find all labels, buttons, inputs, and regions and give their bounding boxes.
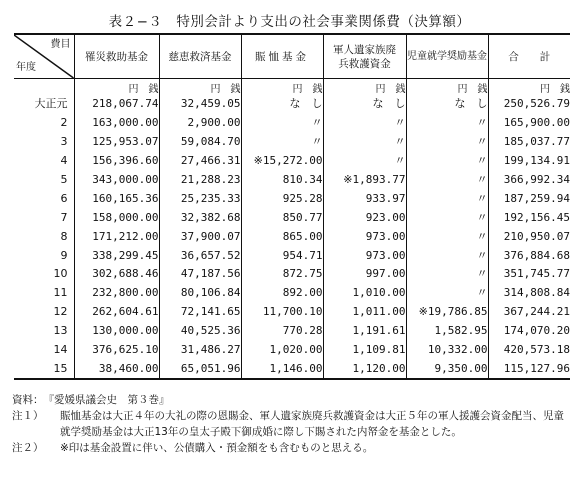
cell-school-encouragement: 〃 bbox=[406, 227, 488, 246]
cell-year: 大正元 bbox=[34, 97, 68, 111]
cell-relief-fund: 1,020.00 bbox=[241, 341, 323, 360]
cell-charity-relief: 65,051.96 bbox=[159, 359, 241, 379]
corner-header bbox=[14, 34, 74, 79]
cell-total: 115,127.96 bbox=[488, 359, 570, 379]
col-header-school-encouragement: 児童就学奨励基金 bbox=[406, 34, 488, 79]
cell-year: 3 bbox=[60, 135, 68, 149]
notes-section bbox=[12, 392, 572, 456]
cell-relief-fund: 〃 bbox=[241, 114, 323, 133]
cell-charity-relief: 31,486.27 bbox=[159, 341, 241, 360]
cell-disaster-relief: 158,000.00 bbox=[74, 208, 159, 227]
cell-school-encouragement: 〃 bbox=[406, 133, 488, 152]
cell-charity-relief: 27,466.31 bbox=[159, 152, 241, 171]
cell-relief-fund: 〃 bbox=[241, 133, 323, 152]
col-header-charity-relief: 慈恵救済基金 bbox=[159, 34, 241, 79]
units-year bbox=[14, 79, 74, 96]
cell-charity-relief: 2,900.00 bbox=[159, 114, 241, 133]
cell-charity-relief: 36,657.52 bbox=[159, 246, 241, 265]
cell-charity-relief: 32,382.68 bbox=[159, 208, 241, 227]
source-note bbox=[12, 392, 572, 408]
cell-military-family: 1,011.00 bbox=[323, 303, 406, 322]
table-row bbox=[14, 303, 570, 322]
cell-relief-fund: 892.00 bbox=[241, 284, 323, 303]
source-label: 資料： bbox=[12, 394, 44, 406]
cell-total: 376,884.68 bbox=[488, 246, 570, 265]
table-body bbox=[14, 79, 570, 380]
cell-relief-fund: 11,700.10 bbox=[241, 303, 323, 322]
cell-relief-fund: な し bbox=[241, 95, 323, 114]
cell-disaster-relief: 163,000.00 bbox=[74, 114, 159, 133]
table-row bbox=[14, 95, 570, 114]
cell-year: 10 bbox=[53, 267, 68, 281]
cell-disaster-relief: 262,604.61 bbox=[74, 303, 159, 322]
cell-disaster-relief: 130,000.00 bbox=[74, 322, 159, 341]
cell-charity-relief: 25,235.33 bbox=[159, 189, 241, 208]
table-row bbox=[14, 208, 570, 227]
cell-disaster-relief: 343,000.00 bbox=[74, 171, 159, 190]
cell-disaster-relief: 232,800.00 bbox=[74, 284, 159, 303]
cell-military-family: 973.00 bbox=[323, 227, 406, 246]
col-header-military-family: 軍人遺家族廃兵救護資金 bbox=[323, 34, 406, 79]
unit-label: 円 銭 bbox=[488, 79, 570, 96]
cell-military-family: 〃 bbox=[323, 133, 406, 152]
cell-military-family: 1,010.00 bbox=[323, 284, 406, 303]
cell-military-family: ※1,893.77 bbox=[323, 171, 406, 190]
cell-charity-relief: 40,525.36 bbox=[159, 322, 241, 341]
cell-school-encouragement: 〃 bbox=[406, 189, 488, 208]
cell-year: 11 bbox=[53, 286, 68, 300]
cell-school-encouragement: 〃 bbox=[406, 171, 488, 190]
table-row bbox=[14, 265, 570, 284]
cell-relief-fund: 865.00 bbox=[241, 227, 323, 246]
cell-charity-relief: 47,187.56 bbox=[159, 265, 241, 284]
source-text: 『愛媛県議会史 第３巻』 bbox=[43, 394, 170, 406]
cell-total: 210,950.07 bbox=[488, 227, 570, 246]
cell-charity-relief: 37,900.07 bbox=[159, 227, 241, 246]
cell-disaster-relief: 302,688.46 bbox=[74, 265, 159, 284]
cell-school-encouragement: 〃 bbox=[406, 246, 488, 265]
cell-military-family: 1,120.00 bbox=[323, 359, 406, 379]
cell-relief-fund: 925.28 bbox=[241, 189, 323, 208]
cell-school-encouragement: 〃 bbox=[406, 284, 488, 303]
col-header-disaster-relief: 罹災救助基金 bbox=[74, 34, 159, 79]
cell-disaster-relief: 156,396.60 bbox=[74, 152, 159, 171]
cell-year: 6 bbox=[60, 191, 68, 205]
note-1-label: 注１） bbox=[12, 410, 44, 422]
cell-relief-fund: 850.77 bbox=[241, 208, 323, 227]
cell-military-family: 1,109.81 bbox=[323, 341, 406, 360]
cell-disaster-relief: 38,460.00 bbox=[74, 359, 159, 379]
table-row bbox=[14, 171, 570, 190]
cell-relief-fund: 872.75 bbox=[241, 265, 323, 284]
header-row bbox=[14, 34, 570, 79]
cell-year: 12 bbox=[53, 305, 68, 319]
cell-relief-fund: 1,146.00 bbox=[241, 359, 323, 379]
unit-label: 円 銭 bbox=[159, 79, 241, 96]
table-row bbox=[14, 341, 570, 360]
cell-total: 314,808.84 bbox=[488, 284, 570, 303]
cell-school-encouragement: 〃 bbox=[406, 114, 488, 133]
unit-label: 円 銭 bbox=[323, 79, 406, 96]
cell-charity-relief: 72,141.65 bbox=[159, 303, 241, 322]
corner-year-label: 年度 bbox=[16, 62, 36, 73]
cell-school-encouragement: ※19,786.85 bbox=[406, 303, 488, 322]
cell-school-encouragement: 10,332.00 bbox=[406, 341, 488, 360]
cell-total: 165,900.00 bbox=[488, 114, 570, 133]
cell-school-encouragement: 1,582.95 bbox=[406, 322, 488, 341]
table-row bbox=[14, 246, 570, 265]
note-1 bbox=[12, 408, 572, 440]
cell-school-encouragement: 〃 bbox=[406, 265, 488, 284]
cell-military-family: 〃 bbox=[323, 152, 406, 171]
cell-total: 367,244.21 bbox=[488, 303, 570, 322]
cell-school-encouragement: 〃 bbox=[406, 208, 488, 227]
note-1-text: 賑恤基金は大正４年の大礼の際の恩賜金、軍人遺家族廃兵救護資金は大正５年の軍人援護会資金配当、児童就学奨励基金は大正13年の皇太子殿下御成婚に際し下賜された内帑金を基金とした。 bbox=[60, 410, 564, 438]
cell-charity-relief: 59,084.70 bbox=[159, 133, 241, 152]
cell-relief-fund: ※15,272.00 bbox=[241, 152, 323, 171]
cell-disaster-relief: 125,953.07 bbox=[74, 133, 159, 152]
cell-year: 5 bbox=[60, 173, 68, 186]
cell-relief-fund: 954.71 bbox=[241, 246, 323, 265]
table-row bbox=[14, 322, 570, 341]
cell-year: 9 bbox=[60, 248, 68, 262]
table-title: 表２−３ 特別会計より支出の社会事業関係費（決算額） bbox=[108, 14, 471, 30]
cell-school-encouragement: 9,350.00 bbox=[406, 359, 488, 379]
cell-total: 351,745.77 bbox=[488, 265, 570, 284]
cell-military-family: 933.97 bbox=[323, 189, 406, 208]
cell-total: 420,573.18 bbox=[488, 341, 570, 360]
cell-charity-relief: 32,459.05 bbox=[159, 95, 241, 114]
note-2-label: 注２） bbox=[12, 442, 44, 454]
unit-label: 円 銭 bbox=[241, 79, 323, 96]
cell-military-family: な し bbox=[323, 95, 406, 114]
cell-disaster-relief: 171,212.00 bbox=[74, 227, 159, 246]
cell-relief-fund: 810.34 bbox=[241, 171, 323, 190]
cell-disaster-relief: 338,299.45 bbox=[74, 246, 159, 265]
cell-year: 13 bbox=[53, 324, 68, 338]
col-header-relief-fund: 賑恤基金 bbox=[241, 34, 323, 79]
cell-total: 250,526.79 bbox=[488, 95, 570, 114]
corner-item-label: 費目 bbox=[50, 39, 71, 50]
units-row bbox=[14, 79, 570, 96]
cell-charity-relief: 80,106.84 bbox=[159, 284, 241, 303]
table-row bbox=[14, 133, 570, 152]
table-row bbox=[14, 114, 570, 133]
col-header-total: 合 計 bbox=[488, 34, 570, 79]
cell-military-family: 〃 bbox=[323, 114, 406, 133]
cell-year: 4 bbox=[60, 154, 68, 168]
cell-total: 185,037.77 bbox=[488, 133, 570, 152]
cell-year: 8 bbox=[60, 229, 68, 243]
cell-disaster-relief: 376,625.10 bbox=[74, 341, 159, 360]
table-row bbox=[14, 284, 570, 303]
cell-year: 2 bbox=[60, 116, 68, 130]
cell-total: 192,156.45 bbox=[488, 208, 570, 227]
cell-year: 15 bbox=[14, 359, 74, 379]
cell-total: 187,259.94 bbox=[488, 189, 570, 208]
cell-military-family: 923.00 bbox=[323, 208, 406, 227]
table-row bbox=[14, 152, 570, 171]
cell-school-encouragement: 〃 bbox=[406, 152, 488, 171]
cell-disaster-relief: 160,165.36 bbox=[74, 189, 159, 208]
cell-year: 14 bbox=[53, 343, 68, 357]
unit-label: 円 銭 bbox=[74, 79, 159, 96]
cell-year: 7 bbox=[60, 210, 68, 224]
expense-table bbox=[14, 33, 570, 380]
cell-school-encouragement: な し bbox=[406, 95, 488, 114]
note-2 bbox=[12, 440, 572, 456]
note-2-text: ※印は基金設置に伴い、公債購入・預金額をも含むものと思える。 bbox=[60, 442, 374, 454]
unit-label: 円 銭 bbox=[406, 79, 488, 96]
cell-military-family: 973.00 bbox=[323, 246, 406, 265]
cell-disaster-relief: 218,067.74 bbox=[74, 95, 159, 114]
cell-total: 366,992.34 bbox=[488, 171, 570, 190]
cell-military-family: 1,191.61 bbox=[323, 322, 406, 341]
table-row bbox=[14, 359, 570, 379]
table-row bbox=[14, 189, 570, 208]
table-row bbox=[14, 227, 570, 246]
cell-relief-fund: 770.28 bbox=[241, 322, 323, 341]
cell-military-family: 997.00 bbox=[323, 265, 406, 284]
cell-charity-relief: 21,288.23 bbox=[159, 171, 241, 190]
cell-total: 174,070.20 bbox=[488, 322, 570, 341]
cell-total: 199,134.91 bbox=[488, 152, 570, 171]
